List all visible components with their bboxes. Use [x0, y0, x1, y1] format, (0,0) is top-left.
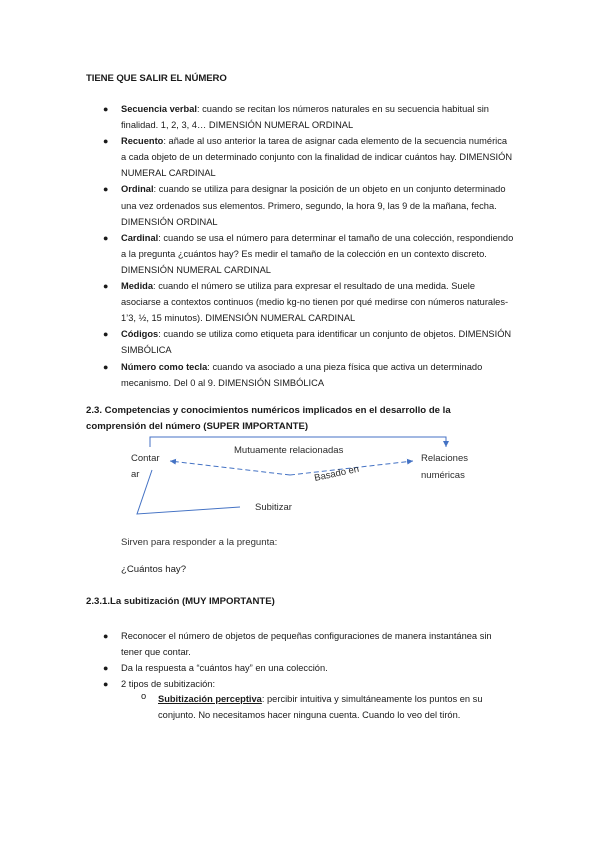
bullet-icon: ● [103, 232, 109, 243]
item-text: Da la respuesta a “cuántos hay” en una colección. [121, 663, 328, 673]
contar-node-line2: ar [131, 469, 140, 480]
heading-tiene-que-salir: TIENE QUE SALIR EL NÚMERO [86, 73, 227, 84]
bullet-icon: ● [103, 136, 109, 147]
subitizar-node: Subitizar [255, 502, 292, 513]
term: Secuencia verbal [121, 104, 197, 114]
definition: : cuando el número se utiliza para expresar el resultado de una medida. Suele asociarse a contextos continuos (medio kg-no tienen por qué medirse con números naturales-1’3, ½, 15 minutos). DIMENSIÓN NUMERAL CARDINAL [121, 281, 509, 324]
term: Medida [121, 281, 154, 292]
definition: : añade al uso anterior la tarea de asignar cada elemento de la secuencia numérica a cada objeto de un determinado conjunto con la finalidad de indicar cuántos hay. DIMENSIÓN NUMERAL CARDINAL [121, 136, 513, 179]
definition: : cuando se utiliza como etiqueta para identificar un conjunto de objetos. DIMENSIÓN SIMBÓLICA [121, 329, 512, 356]
bullet-icon: ● [103, 631, 109, 641]
definition: : cuando va asociado a una pieza física que activa un determinado mecanismo. Del 0 al 9. DIMENSIÓN SIMBÓLICA [121, 361, 483, 388]
heading-competencias: 2.3. Competencias y conocimientos numéricos implicados en el desarrollo de la comprensión del número (SUPER IMPORTANTE) [86, 405, 451, 432]
contar-node-line1: Contar [131, 453, 160, 464]
list-item [0, 676, 600, 692]
bullet-icon: ● [103, 184, 109, 195]
term: Recuento [121, 136, 164, 147]
term: Códigos [121, 329, 159, 340]
note-sirven: Sirven para responder a la pregunta: [121, 537, 278, 548]
bullet-icon: ● [103, 104, 109, 114]
subitizar-to-contar-arrow [170, 461, 290, 475]
sub-bullet-icon: o [141, 691, 147, 701]
contar-to-subitizar-line [137, 470, 240, 514]
mutual-label: Mutuamente relacionadas [234, 445, 344, 456]
term: Número como tecla [121, 361, 208, 372]
item-text: Reconocer el número de objetos de pequeñas configuraciones de manera instantánea sin tener que contar. [121, 631, 492, 657]
term: Ordinal [121, 184, 154, 195]
definition: : cuando se recitan los números naturales en su secuencia habitual sin finalidad. 1, 2, 3, 4… DIMENSIÓN NUMERAL ORDINAL [121, 104, 489, 131]
list-item [0, 628, 600, 660]
sub-list-item [158, 691, 518, 723]
bullet-icon: ● [103, 361, 109, 372]
relaciones-node-line1: Relaciones [421, 453, 468, 464]
bullet-icon: ● [103, 281, 109, 292]
definition: : cuando se usa el número para determinar el tamaño de una colección, respondiendo a la pregunta ¿cuántos hay? Es medir el tamaño de la colección en un contexto discreto. DIMENSIÓN NUMERAL CARDINAL [121, 232, 514, 275]
bullet-icon: ● [103, 663, 109, 673]
list-item [0, 660, 600, 676]
term: Cardinal [121, 232, 159, 243]
sub-definition: : percibir intuitiva y simultáneamente los puntos en su conjunto. No necesitamos hacer ninguna cuenta. Cuando lo veo del tirón. [158, 694, 483, 720]
bullet-icon: ● [103, 679, 109, 689]
subitizacion-list [0, 628, 600, 692]
item-text: 2 tipos de subitización: [121, 679, 216, 689]
relaciones-node-line2: numéricas [421, 470, 465, 481]
basado-en-label: Basado en [313, 463, 361, 484]
note-cuantos-hay: ¿Cuántos hay? [121, 564, 187, 575]
heading-subitizacion: 2.3.1.La subitización (MUY IMPORTANTE) [86, 596, 275, 607]
definition: : cuando se utiliza para designar la posición de un objeto en un conjunto determinado una vez ordenados sus elementos. Primero, segundo, la hora 9, las 9 de la mañana, fecha. DIMENSIÓN ORDINAL [121, 184, 506, 227]
sub-term: Subitización perceptiva [158, 694, 262, 704]
bullet-icon: ● [103, 329, 109, 340]
